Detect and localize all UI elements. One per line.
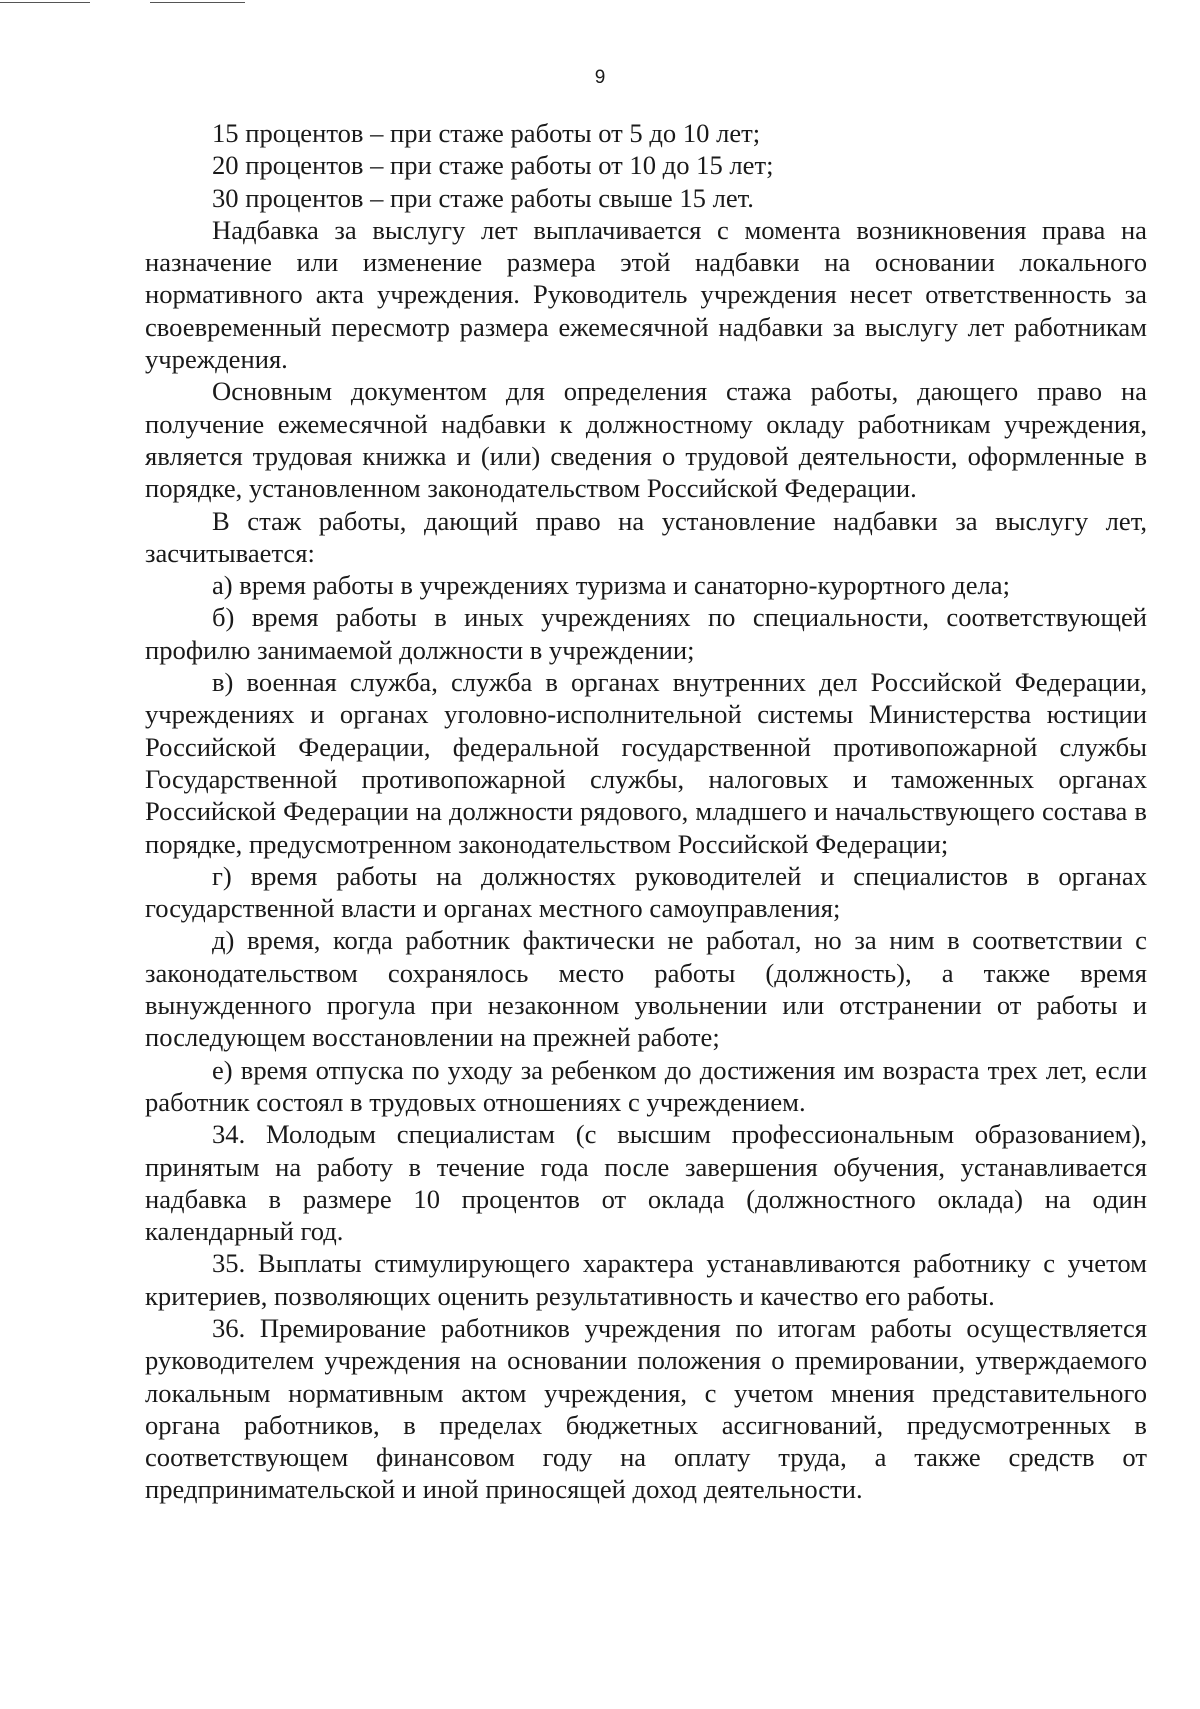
- bonus-rate-line: 30 процентов – при стаже работы свыше 15 лет.: [212, 182, 754, 213]
- list-item: г) время работы на должностях руководителей и специалистов в органах государственной власти и органах местного самоуправления;: [145, 860, 1147, 924]
- paragraph: Надбавка за выслугу лет выплачивается с момента возникновения права на назначение или изменение размера этой надбавки на основании локального нормативного акта учреждения. Руководитель учреждения несет ответственность за своевременный пересмотр размера ежемесячной надбавки за выслугу лет работникам учреждения.: [145, 214, 1147, 375]
- bonus-rate-line: 20 процентов – при стаже работы от 10 до 15 лет;: [212, 150, 774, 181]
- list-item: в) военная служба, служба в органах внутренних дел Российской Федерации, учреждениях и органах уголовно-исполнительной системы Министерства юстиции Российской Федерации, федеральной государственной противопожарной службы Государственной противопожарной службы, налоговых и таможенных органах Российской Федерации на должности рядового, младшего и начальствующего состава в порядке, предусмотренном законодательством Российской Федерации;: [145, 667, 1147, 859]
- list-item: д) время, когда работник фактически не работал, но за ним в соответствии с законодательством сохранялось место работы (должность), а также время вынужденного прогула при незаконном увольнении или отстранении от работы и последующем восстановлении на прежней работе;: [145, 925, 1147, 1053]
- list-item: б) время работы в иных учреждениях по специальности, соответствующей профилю занимаемой должности в учреждении;: [145, 602, 1147, 665]
- page-number: 9: [594, 67, 606, 88]
- paragraph: В стаж работы, дающий право на установление надбавки за выслугу лет, засчитывается:: [145, 505, 1147, 568]
- list-item: а) время работы в учреждениях туризма и санаторно-курортного дела;: [212, 570, 1010, 601]
- numbered-clause: 36. Премирование работников учреждения по итогам работы осуществляется руководителем учреждения на основании положения о премировании, утверждаемого локальным нормативным актом учреждения, с учетом мнения представительного органа работников, в пределах бюджетных ассигнований, предусмотренных в соответствующем финансовом году на оплату труда, а также средств от предпринимательской и иной приносящей доход деятельности.: [145, 1312, 1147, 1505]
- paragraph: Основным документом для определения стажа работы, дающего право на получение ежемесячной надбавки к должностному окладу работникам учреждения, является трудовая книжка и (или) сведения о трудовой деятельности, оформленные в порядке, установленном законодательством Российской Федерации.: [145, 376, 1147, 504]
- scan-edge-mark: [0, 2, 90, 3]
- document-body: [145, 117, 1147, 1506]
- numbered-clause: 35. Выплаты стимулирующего характера устанавливаются работнику с учетом критериев, позволяющих оценить результативность и качество его работы.: [145, 1248, 1147, 1311]
- scan-edge-mark: [150, 2, 245, 3]
- list-item: е) время отпуска по уходу за ребенком до достижения им возраста трех лет, если работник состоял в трудовых отношениях с учреждением.: [145, 1054, 1147, 1117]
- bonus-rate-line: 15 процентов – при стаже работы от 5 до 10 лет;: [212, 118, 761, 148]
- numbered-clause: 34. Молодым специалистам (с высшим профессиональным образованием), принятым на работу в течение года после завершения обучения, устанавливается надбавка в размере 10 процентов от оклада (должностного оклада) на один календарный год.: [145, 1119, 1147, 1247]
